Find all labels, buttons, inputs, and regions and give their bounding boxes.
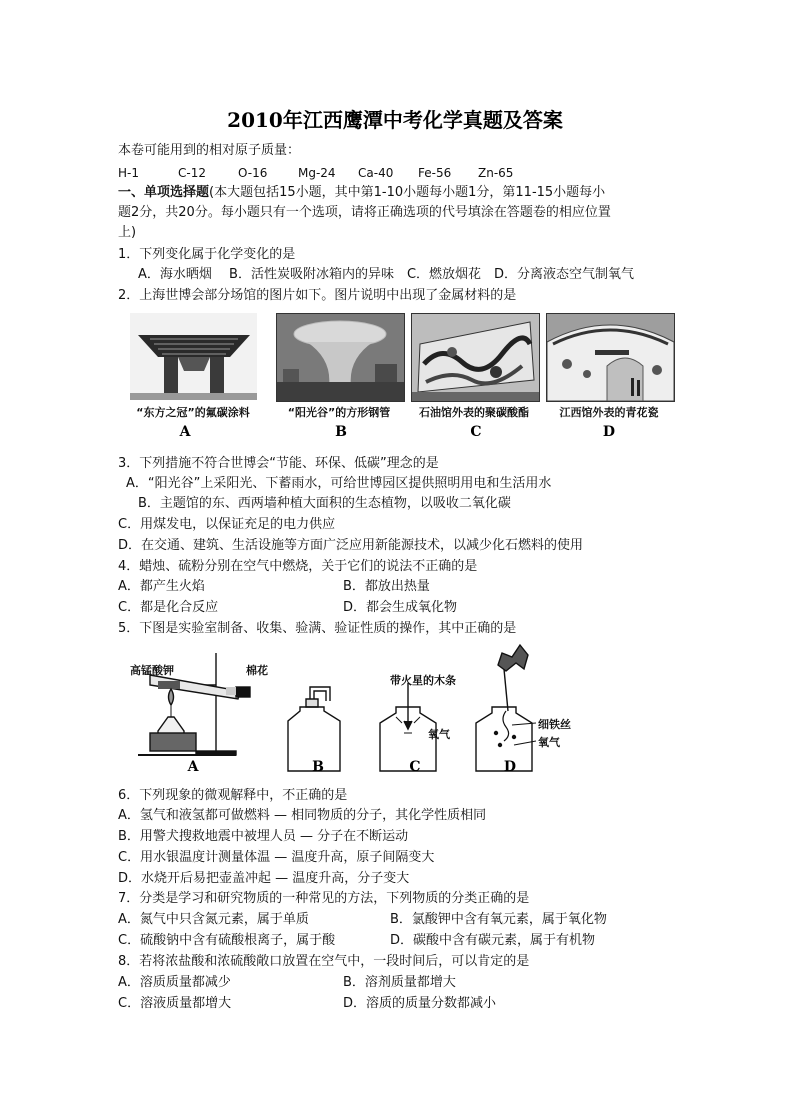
caption-b: “阳光谷”的方形钢管 <box>287 406 391 419</box>
section-heading-line <box>118 183 605 203</box>
section-desc-1: (本大题包括15小题，其中第1-10小题每小题1分，第11-15小题每小 <box>209 185 606 200</box>
photo-c-oil-pavilion <box>411 313 540 402</box>
q6-option-d: D．水烧开后易把壶盖冲起 — 温度升高，分子变大 <box>118 871 410 886</box>
q8-option-b: B．溶剂质量都增大 <box>343 975 456 990</box>
mass-mg: Mg-24 <box>298 166 336 180</box>
page-title: 2010年江西鹰潭中考化学真题及答案 <box>227 108 563 132</box>
q8-option-d: D．溶质的质量分数都减小 <box>343 996 497 1011</box>
q4-option-d: D．都会生成氧化物 <box>343 600 458 615</box>
q6-stem: 6．下列现象的微观解释中，不正确的是 <box>118 788 348 803</box>
lab-letter-b: B <box>312 759 324 775</box>
lab-letter-c: C <box>409 759 421 775</box>
q6-option-a: A．氢气和液氢都可做燃料 — 相同物质的分子，其化学性质相同 <box>118 808 487 823</box>
q1-options: A．海水晒烟 B．活性炭吸附冰箱内的异味 C．燃放烟花 D．分离液态空气制氧气 <box>138 267 635 282</box>
q5-stem: 5．下图是实验室制备、收集、验满、验证性质的操作，其中正确的是 <box>118 621 517 636</box>
q7-option-b: B．氯酸钾中含有氧元素，属于氧化物 <box>390 912 607 927</box>
q7-option-a: A．氮气中只含氮元素，属于单质 <box>118 912 309 927</box>
section-desc-2: 题2分，共20分。每小题只有一个选项，请将正确选项的代号填涂在答题卷的相应位置 <box>118 205 611 220</box>
label-oxygen: 氧气 <box>428 728 450 741</box>
q3-option-a: A．“阳光谷”上采阳光、下蓄雨水，可给世博园区提供照明用电和生活用水 <box>126 476 552 491</box>
mass-zn: Zn-65 <box>478 166 514 180</box>
mass-c: C-12 <box>178 166 206 180</box>
q6-option-c: C．用水银温度计测量体温 — 温度升高，原子间隔变大 <box>118 850 435 865</box>
q4-option-a: A．都产生火焰 <box>118 579 205 594</box>
q3-option-b: B．主题馆的东、西两墙种植大面积的生态植物，以吸收二氧化碳 <box>138 496 511 511</box>
photo-a-china-pavilion <box>130 313 257 400</box>
image-letter-a: A <box>179 424 191 440</box>
mass-h: H-1 <box>118 166 139 180</box>
caption-d: 江西馆外表的青花瓷 <box>559 406 659 419</box>
q8-option-c: C．溶液质量都增大 <box>118 996 232 1011</box>
q3-option-d: D．在交通、建筑、生活设施等方面广泛应用新能源技术，以减少化石燃料的使用 <box>118 538 584 553</box>
caption-a: “东方之冠”的氟碳涂料 <box>136 406 250 419</box>
q3-stem: 3．下列措施不符合世博会“节能、环保、低碳”理念的是 <box>118 456 439 471</box>
atomic-mass-list <box>118 163 538 183</box>
q8-stem: 8．若将浓盐酸和浓硫酸敞口放置在空气中，一段时间后，可以肯定的是 <box>118 954 530 969</box>
section-desc-3: 上) <box>118 225 137 240</box>
q4-option-b: B．都放出热量 <box>343 579 430 594</box>
apparatus-d <box>476 645 536 771</box>
q2-stem: 2．上海世博会部分场馆的图片如下。图片说明中出现了金属材料的是 <box>118 288 517 303</box>
caption-c: 石油馆外表的聚碳酸酯 <box>419 406 529 419</box>
label-iron-wire: 细铁丝 <box>538 718 571 731</box>
label-oxygen-d: 氧气 <box>538 736 560 749</box>
intro-text: 本卷可能用到的相对原子质量： <box>118 143 301 158</box>
image-letter-c: C <box>470 424 482 440</box>
label-cotton: 棉花 <box>246 664 268 677</box>
q7-stem: 7．分类是学习和研究物质的一种常见的方法，下列物质的分类正确的是 <box>118 891 530 906</box>
photo-d-jiangxi-pavilion <box>546 313 675 402</box>
image-letter-d: D <box>602 424 616 440</box>
q1-stem: 1．下列变化属于化学变化的是 <box>118 247 296 262</box>
mass-o: O-16 <box>238 166 268 180</box>
mass-fe: Fe-56 <box>418 166 452 180</box>
q3-option-c: C．用煤发电，以保证充足的电力供应 <box>118 517 336 532</box>
photo-b-sun-valley <box>276 313 405 402</box>
q7-option-c: C．硫酸钠中含有硫酸根离子，属于酸 <box>118 933 336 948</box>
q7-option-d: D．碳酸中含有碳元素，属于有机物 <box>390 933 596 948</box>
image-letter-b: B <box>335 424 347 440</box>
q4-option-c: C．都是化合反应 <box>118 600 219 615</box>
q8-option-a: A．溶质质量都减少 <box>118 975 231 990</box>
q4-stem: 4．蜡烛、硫粉分别在空气中燃烧，关于它们的说法不正确的是 <box>118 559 478 574</box>
mass-ca: Ca-40 <box>358 166 394 180</box>
label-splint: 带火星的木条 <box>390 674 456 687</box>
label-kmno4: 高锰酸钾 <box>130 664 174 677</box>
section-heading: 一、单项选择题 <box>118 185 210 200</box>
lab-letter-d: D <box>503 759 517 775</box>
lab-letter-a: A <box>187 759 199 775</box>
q6-option-b: B．用警犬搜救地震中被埋人员 — 分子在不断运动 <box>118 829 409 844</box>
